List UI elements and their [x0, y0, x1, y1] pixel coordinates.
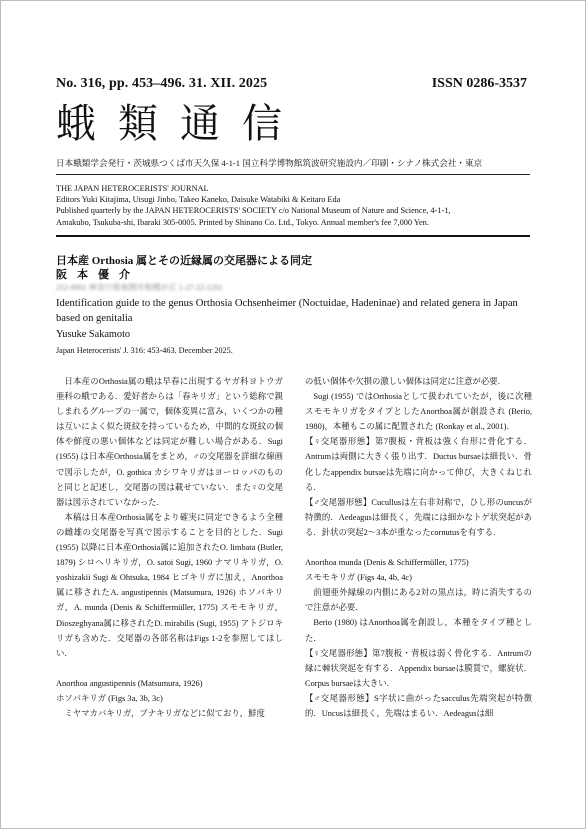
paragraph: 日本産のOrthosia属の蛾は早春に出現するヤガ科ヨトウガ亜科の蛾である．愛好者からは「春キリガ」という総称で親しまれるグループの一属で，個体変異に富み，いくつかの種は互いによく似た斑紋を持っているため，中間的な斑紋の個体や鮮度の悪い個体などは同定が難しい場合がある．Sugi (1955) は日本産Orthosia属をまとめ，♂の交尾器を詳細な線画で図示したが，O. gothica カシワキリガはヨーロッパのものと同じと記述し，交尾器の図は載せていない．また♀の交尾器は図示されていなかった． [56, 377, 283, 507]
citation: Japan Heterocerists' J. 316: 453-463. December 2025. [56, 346, 233, 355]
body-column-left [56, 374, 283, 721]
author-address-redacted: 252-0001 神奈川県座間市相模が丘 1-27-22-1201 [56, 283, 223, 292]
issue-info: No. 316, pp. 453–496. 31. XII. 2025 [56, 76, 268, 91]
paragraph: 前翅亜外縁線の内側にある2対の黒点は，時に消失するので注意が必要． [305, 588, 532, 613]
species-heading: Anorthoa angustipennis (Matsumura, 1926) [56, 678, 203, 688]
journal-info [56, 183, 532, 228]
header-rule-top [56, 174, 530, 175]
published-line-2: Amakubo, Tsukuba-shi, Ibaraki 305-0005. Printed by Shinano Co. Ltd., Tokyo. Annual member's fee 7,000 Yen. [56, 217, 429, 227]
article-title-jp: 日本産 Orthosia 属とその近縁属の交尾器による同定 [56, 255, 313, 267]
article-title-en: Identification guide to the genus Orthosia Ochsenheimer (Noctuidae, Hadeninae) and related genera in Japan based on genitalia [56, 298, 518, 324]
paragraph: ミヤマカバキリガ，ブナキリガなどに似ており，鮮度 [64, 708, 265, 718]
species-name-jp: スモモキリガ (Figs 4a, 4b, 4c) [305, 573, 412, 583]
header-rule-bottom [56, 235, 530, 237]
issn: ISSN 0286-3537 [431, 76, 527, 91]
paragraph: Sugi (1955) ではOrthosiaとして扱われていたが，後に次種スモモキリガをタイプとしたAnorthoa属が創設され (Berio, 1980)，本種もこの属に配置された (Ronkay et al., 2001)． [305, 392, 532, 432]
journal-title: 蛾類通信 [56, 101, 304, 146]
editors: Editors Yuki Kitajima, Utsugi Jinbo, Takeo Kaneko, Daisuke Watabiki & Keitaro Eda [56, 195, 341, 205]
female-genitalia-section: 【♀交尾器形態】第7腹板・背板は強く台形に骨化する．Antrumは両側に大きく張り出す．Ductus bursaeは細長い．骨化したappendix bursaeは先端に向かって伸び，大きくねじれる． [305, 437, 532, 492]
published-line-1: Published quarterly by the JAPAN HETEROCERISTS' SOCIETY c/o National Museum of Nature and Science, 4-1-1, [56, 206, 451, 216]
species-heading: Anorthoa munda (Denis & Schiffermüller, 1775) [305, 558, 469, 568]
publisher-line: 日本蛾類学会発行・茨城県つくば市天久保 4-1-1 国立科学博物館筑波研究施設内／印刷・シナノ株式会社・東京 [56, 158, 483, 168]
paragraph: 本稿は日本産Orthosia属をより確実に同定できるよう全種の雌雄の交尾器を写真で図示することを目的とした．Sugi (1955) 以降に日本産Orthosia属に追加されたO. limbata (Butler, 1879) シロヘリキリガ，O. satoi Sugi, 1960 ナマリキリガ，O. yoshizakii Sugi & Ohtsuka, 1984 ヒゴキリガに加え，Anorthoa属に移されたA. angustipennis (Matsumura, 1926) ホソバキリガ，A. munda (Denis & Schiffermüller, 1775) スモモキリガ，Dioszeghyana属に移されたD. mirabilis (Sugi, 1955) アトジロキリガも含めた．交尾器の各部名称はFigs 1-2を参照してほしい． [56, 512, 283, 658]
body-column-right [305, 374, 532, 721]
author-name-jp: 阪本優介 [56, 269, 140, 281]
paragraph: の低い個体や欠損の激しい個体は同定に注意が必要． [305, 377, 506, 386]
paragraph: Berio (1980) はAnorthoa属を創設し，本種をタイプ種とした． [305, 618, 532, 643]
author-name-en: Yusuke Sakamoto [56, 329, 131, 340]
male-genitalia-section: 【♂交尾器形態】S字状に曲がったsacculus先端突起が特徴的．Uncusは細長く，先端はまるい．Aedeagusは細 [305, 693, 532, 718]
species-name-jp: ホソバキリガ (Figs 3a, 3b, 3c) [56, 693, 163, 703]
female-genitalia-section: 【♀交尾器形態】第7腹板・背板は弱く骨化する．Antrumの縁に棘状突起を有する．Appendix bursaeは膜質で，螺旋状．Corpus bursaeは大きい． [305, 648, 532, 688]
male-genitalia-section: 【♂交尾器形態】Cucullusは左右非対称で，ひし形のuncusが特徴的．Aedeagusは細長く，先端には細かなトゲ状突起がある．針状の突起2～3本が重なったcornutusを有する． [305, 497, 532, 537]
journal-name-en: THE JAPAN HETEROCERISTS' JOURNAL [56, 184, 209, 193]
